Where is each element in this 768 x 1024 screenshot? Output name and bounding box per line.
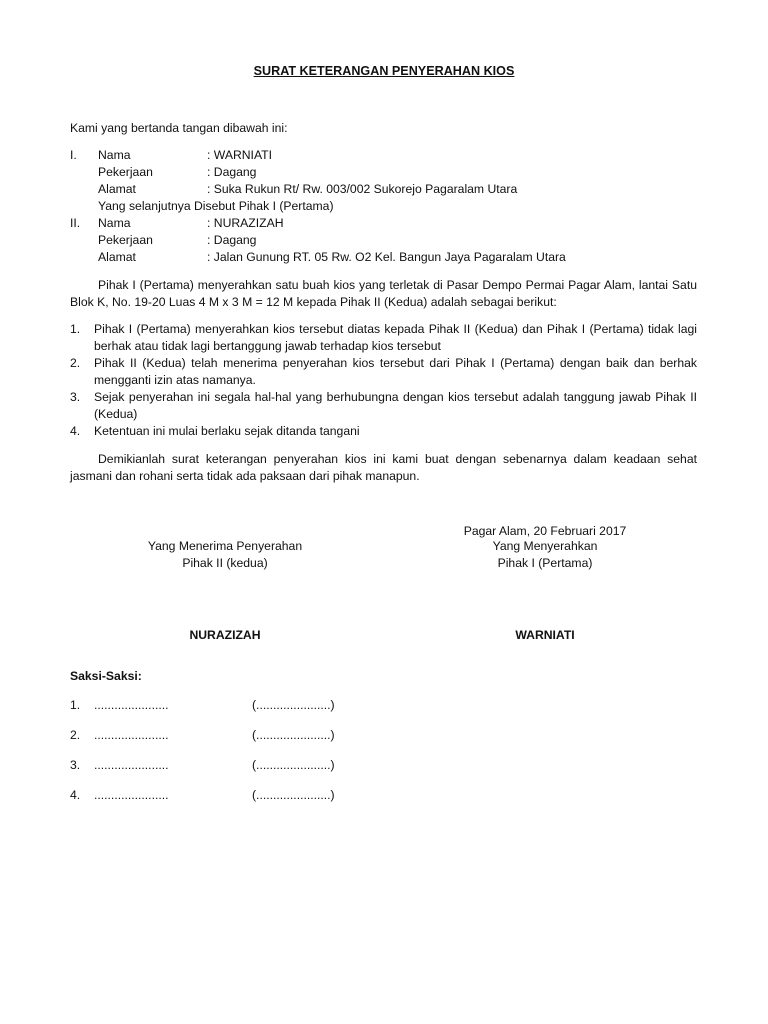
kiosk-paragraph-text: Pihak I (Pertama) menyerahkan satu buah kios yang terletak di Pasar Dempo Permai Pagar Alam, lantai Satu Blok K, No. 19-20 Luas 4 M x 3 M = 12 M kepada Pihak II (Kedua) adalah sebagai berikut: (70, 278, 697, 309)
clause-number: 4. (70, 424, 81, 438)
clause-item (70, 321, 697, 355)
witness-signature-blank: (......................) (252, 698, 335, 712)
party1-number: I. (70, 148, 77, 162)
closing-paragraph-text: Demikianlah surat keterangan penyerahan kios ini kami buat dengan sebenarnya dalam keadaan sehat jasmani dan rohani serta tidak ada paksaan dari pihak manapun. (70, 452, 697, 483)
giver-role: Yang Menyerahkan (492, 539, 598, 553)
witness-signature-blank: (......................) (252, 788, 335, 802)
party1-name-row (70, 147, 710, 164)
party1-name-value: : WARNIATI (207, 148, 272, 162)
place-date: Pagar Alam, 20 Februari 2017 (463, 524, 627, 538)
party2-address-value: : Jalan Gunung RT. 05 Rw. O2 Kel. Bangun Jaya Pagaralam Utara (207, 250, 566, 264)
clause-text: Ketentuan ini mulai berlaku sejak ditanda tangani (94, 424, 360, 438)
party2-address-row (70, 249, 710, 266)
party1-note: Yang selanjutnya Disebut Pihak I (Pertama) (98, 199, 334, 213)
party2-name-value: : NURAZIZAH (207, 216, 284, 230)
party1-job-value: : Dagang (207, 165, 257, 179)
witness-signature-blank: (......................) (252, 758, 335, 772)
party2-job-label: Pekerjaan (98, 233, 153, 247)
witness-name-blank: ...................... (94, 788, 169, 802)
witness-name-blank: ...................... (94, 758, 169, 772)
clause-text: Pihak II (Kedua) telah menerima penyerahan kios tersebut dari Pihak I (Pertama) dengan baik dan berhak mengganti izin atas namanya. (94, 356, 697, 387)
party1-address-row (70, 181, 710, 198)
clause-text: Sejak penyerahan ini segala hal-hal yang berhubungna dengan kios tersebut adalah tanggung jawab Pihak II (Kedua) (94, 390, 697, 421)
witness-title: Saksi-Saksi: (70, 669, 142, 683)
clause-number: 3. (70, 390, 81, 404)
witness-number: 4. (70, 788, 81, 802)
party2-name-label: Nama (98, 216, 131, 230)
receiver-party: Pihak II (kedua) (182, 556, 268, 570)
party1-address-value: : Suka Rukun Rt/ Rw. 003/002 Sukorejo Pagaralam Utara (207, 182, 518, 196)
party1-note-row (70, 198, 710, 215)
party1-job-label: Pekerjaan (98, 165, 153, 179)
party2-job-value: : Dagang (207, 233, 257, 247)
party2-name-row (70, 215, 710, 232)
closing-paragraph (70, 451, 697, 485)
clause-number: 2. (70, 356, 81, 370)
clause-item (70, 423, 697, 440)
document-title: SURAT KETERANGAN PENYERAHAN KIOS (253, 64, 515, 78)
clause-item (70, 355, 697, 389)
intro-text: Kami yang bertanda tangan dibawah ini: (70, 121, 288, 135)
witness-name-blank: ...................... (94, 728, 169, 742)
giver-name: WARNIATI (515, 628, 575, 642)
witness-row (70, 787, 335, 804)
party-section (70, 147, 710, 266)
party1-job-row (70, 164, 710, 181)
party2-address-label: Alamat (98, 250, 136, 264)
left-signature-block (110, 538, 340, 572)
witness-row (70, 757, 335, 774)
witness-name-blank: ...................... (94, 698, 169, 712)
receiver-role: Yang Menerima Penyerahan (147, 539, 303, 553)
witness-row (70, 697, 335, 714)
clause-number: 1. (70, 322, 81, 336)
party2-job-row (70, 232, 710, 249)
receiver-name: NURAZIZAH (189, 628, 261, 642)
witness-number: 2. (70, 728, 81, 742)
witness-row (70, 727, 335, 744)
kiosk-paragraph (70, 277, 697, 311)
witness-number: 3. (70, 758, 81, 772)
party2-number: II. (70, 216, 81, 230)
party1-address-label: Alamat (98, 182, 136, 196)
clause-text: Pihak I (Pertama) menyerahkan kios tersebut diatas kepada Pihak II (Kedua) dan Pihak I (Pertama) tidak lagi berhak atau tidak lagi bertanggung jawab terhadap kios tersebut (94, 322, 697, 353)
right-signature-block (430, 538, 660, 572)
witness-number: 1. (70, 698, 81, 712)
clause-list (70, 321, 697, 440)
clause-item (70, 389, 697, 423)
giver-party: Pihak I (Pertama) (497, 556, 593, 570)
party1-name-label: Nama (98, 148, 131, 162)
witness-signature-blank: (......................) (252, 728, 335, 742)
